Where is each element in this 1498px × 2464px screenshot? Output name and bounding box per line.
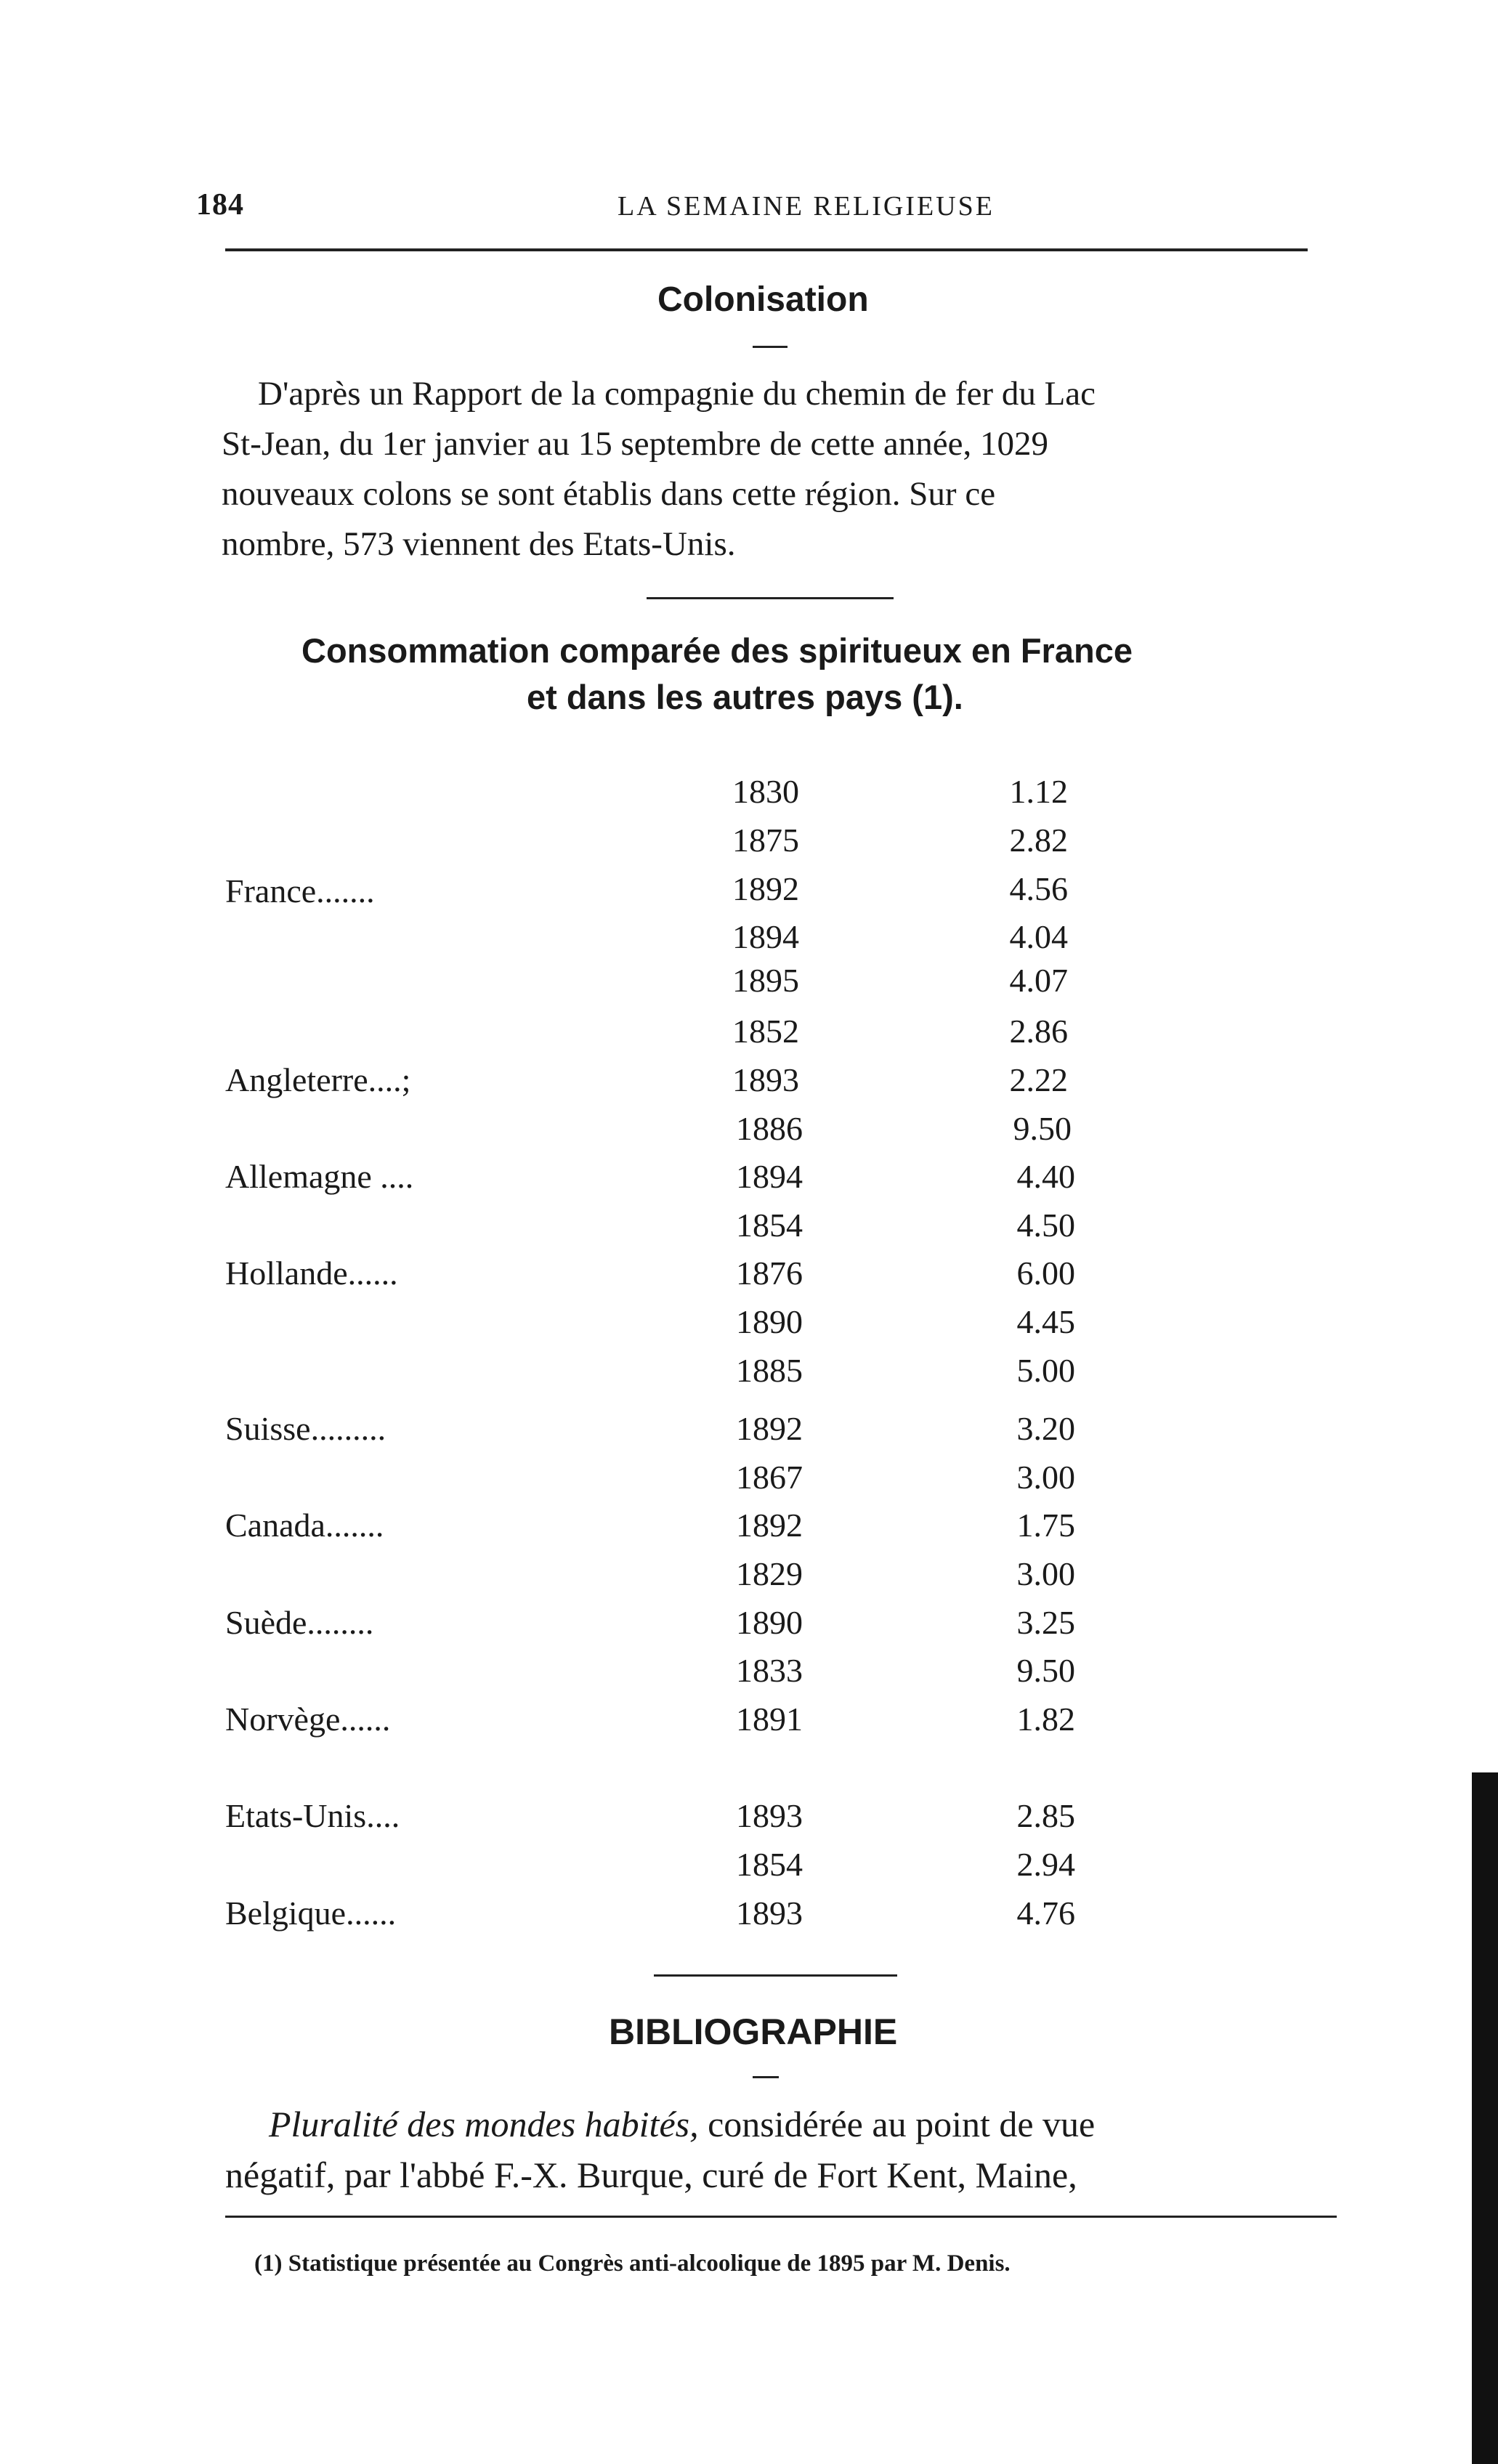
paragraph-line: nombre, 573 viennent des Etats-Unis. — [222, 525, 736, 563]
year-cell: 1890 — [736, 1604, 803, 1641]
country-label: Suisse......... — [225, 1410, 386, 1447]
value-cell: 3.25 — [1016, 1604, 1075, 1641]
year-cell: 1891 — [736, 1701, 803, 1738]
section-dash — [753, 2076, 779, 2078]
value-cell: 1.12 — [1009, 773, 1068, 810]
value-cell: 3.00 — [1016, 1555, 1075, 1592]
country-label: Hollande...... — [225, 1255, 398, 1292]
year-cell: 1894 — [732, 918, 799, 955]
value-cell: 9.50 — [1016, 1652, 1075, 1689]
country-label: Canada....... — [225, 1507, 384, 1544]
paragraph-line: D'après un Rapport de la compagnie du chemin de fer du Lac — [258, 375, 1096, 413]
value-cell: 4.45 — [1016, 1303, 1075, 1340]
section-divider — [654, 1974, 897, 1977]
colonisation-title: Colonisation — [657, 280, 869, 319]
value-cell: 4.56 — [1009, 870, 1068, 907]
year-cell: 1830 — [732, 773, 799, 810]
book-title: Pluralité des mondes habités, — [269, 2104, 699, 2144]
year-cell: 1893 — [736, 1894, 803, 1932]
country-label: Belgique...... — [225, 1894, 397, 1932]
footnote: (1) Statistique présentée au Congrès anti-alcoolique de 1895 par M. Denis. — [254, 2250, 1011, 2277]
year-cell: 1892 — [736, 1507, 803, 1544]
value-cell: 4.50 — [1016, 1207, 1075, 1244]
value-cell: 4.04 — [1009, 918, 1068, 955]
value-cell: 4.40 — [1016, 1158, 1075, 1195]
value-cell: 2.85 — [1016, 1797, 1075, 1834]
value-cell: 2.22 — [1009, 1061, 1068, 1098]
year-cell: 1890 — [736, 1303, 803, 1340]
footnote-rule — [225, 2216, 1337, 2218]
value-cell: 2.86 — [1009, 1013, 1068, 1050]
country-label: Norvège...... — [225, 1701, 391, 1738]
year-cell: 1854 — [736, 1207, 803, 1244]
country-label: Angleterre....; — [225, 1061, 411, 1098]
bibliographie-line-2: négatif, par l'abbé F.-X. Burque, curé de Fort Kent, Maine, — [225, 2155, 1077, 2195]
year-cell: 1833 — [736, 1652, 803, 1689]
value-cell: 9.50 — [1013, 1110, 1072, 1147]
value-cell: 2.82 — [1009, 822, 1068, 859]
book-description: considérée au point de vue — [698, 2104, 1096, 2144]
year-cell: 1875 — [732, 822, 799, 859]
year-cell: 1876 — [736, 1255, 803, 1292]
paragraph-line: St-Jean, du 1er janvier au 15 septembre de cette année, 1029 — [222, 425, 1049, 463]
scan-edge — [1472, 1772, 1498, 2464]
bibliographie-title: BIBLIOGRAPHIE — [609, 2011, 898, 2052]
country-label: France....... — [225, 872, 375, 909]
country-label: Allemagne .... — [225, 1158, 414, 1195]
value-cell: 4.76 — [1016, 1894, 1075, 1932]
year-cell: 1893 — [732, 1061, 799, 1098]
year-cell: 1885 — [736, 1352, 803, 1389]
value-cell: 3.20 — [1016, 1410, 1075, 1447]
year-cell: 1854 — [736, 1846, 803, 1883]
year-cell: 1894 — [736, 1158, 803, 1195]
year-cell: 1829 — [736, 1555, 803, 1592]
header-rule — [225, 248, 1308, 251]
value-cell: 1.82 — [1016, 1701, 1075, 1738]
year-cell: 1892 — [736, 1410, 803, 1447]
table-title-line-1: Consommation comparée des spiritueux en France — [301, 631, 1133, 670]
value-cell: 2.94 — [1016, 1846, 1075, 1883]
running-title: LA SEMAINE RELIGIEUSE — [618, 191, 995, 222]
country-label: Etats-Unis.... — [225, 1797, 400, 1834]
bibliographie-line-1 — [269, 2103, 1380, 2145]
value-cell: 1.75 — [1016, 1507, 1075, 1544]
value-cell: 3.00 — [1016, 1459, 1075, 1496]
year-cell: 1886 — [736, 1110, 803, 1147]
year-cell: 1895 — [732, 962, 799, 999]
value-cell: 4.07 — [1009, 962, 1068, 999]
section-dash — [753, 346, 788, 348]
country-label: Suède........ — [225, 1604, 374, 1641]
paragraph-line: nouveaux colons se sont établis dans cette région. Sur ce — [222, 475, 996, 513]
year-cell: 1892 — [732, 870, 799, 907]
section-divider — [647, 597, 894, 599]
table-title-line-2: et dans les autres pays (1). — [527, 678, 963, 716]
year-cell: 1893 — [736, 1797, 803, 1834]
colonisation-paragraph — [222, 369, 1308, 570]
value-cell: 6.00 — [1016, 1255, 1075, 1292]
year-cell: 1867 — [736, 1459, 803, 1496]
year-cell: 1852 — [732, 1013, 799, 1050]
value-cell: 5.00 — [1016, 1352, 1075, 1389]
page-number: 184 — [196, 188, 244, 222]
